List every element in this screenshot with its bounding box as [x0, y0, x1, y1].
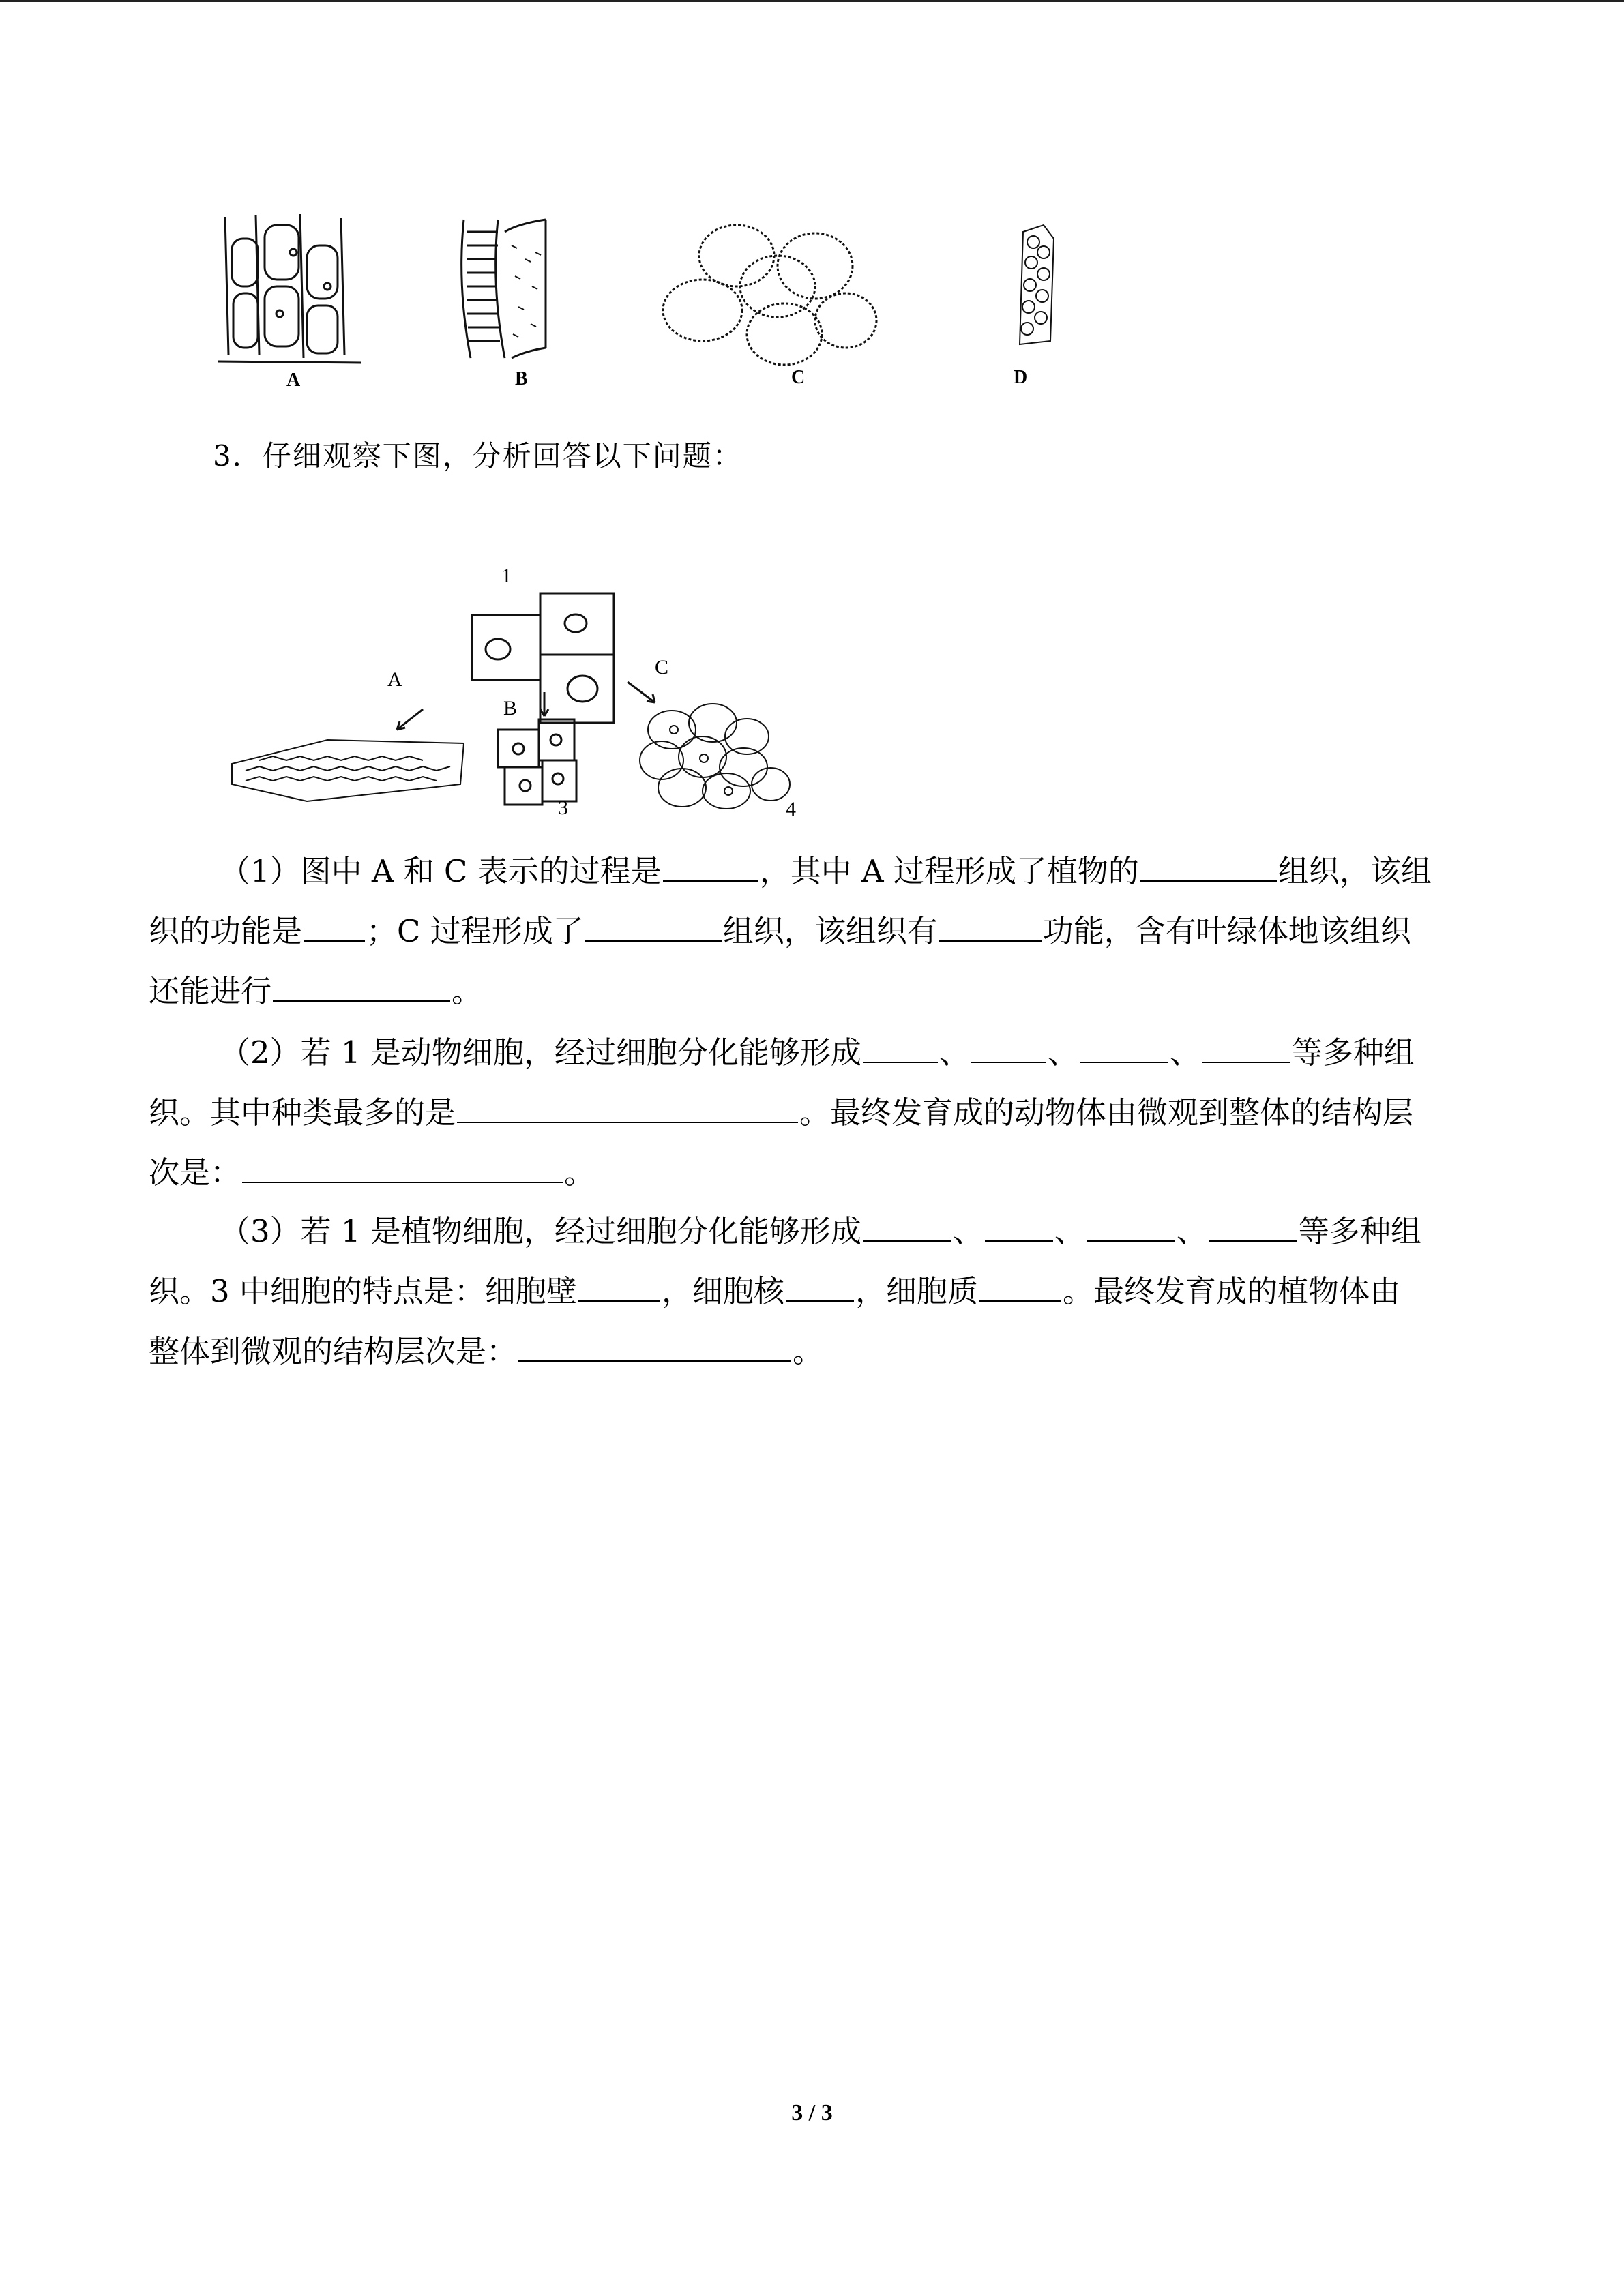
- answer-blank[interactable]: [242, 1156, 563, 1183]
- top-border: [0, 0, 1624, 2]
- answer-blank[interactable]: [939, 914, 1042, 942]
- text: （1）图中 A 和 C 表示的过程是: [220, 853, 662, 889]
- text: 织的功能是: [149, 913, 303, 949]
- label-b: B: [503, 697, 518, 719]
- label-c: C: [655, 656, 669, 679]
- text: 功能，含有叶绿体地该组织: [1042, 913, 1411, 949]
- text: 。: [564, 1154, 595, 1191]
- text: 等多种组: [1291, 1034, 1415, 1071]
- text: 整体到微观的结构层次是：: [149, 1333, 518, 1369]
- separator: 、: [1176, 1213, 1207, 1249]
- text: 。: [793, 1333, 824, 1369]
- tissue-a-drawing: [218, 214, 361, 363]
- figure-label-c: C: [791, 367, 806, 388]
- text: 织。3 中细胞的特点是：细胞壁: [149, 1273, 577, 1309]
- answer-blank[interactable]: [1087, 1214, 1175, 1242]
- protective-tissue-drawing: [232, 740, 464, 801]
- text: 还能进行: [149, 973, 272, 1009]
- parenchyma-cells-drawing: [640, 704, 790, 809]
- answer-blank[interactable]: [971, 1036, 1046, 1063]
- differentiation-drawing: [218, 566, 818, 825]
- text: 组织，该组织有: [722, 913, 938, 949]
- original-cells-drawing: [472, 593, 614, 723]
- answer-blank[interactable]: [518, 1335, 791, 1362]
- label-3: 3: [558, 796, 568, 819]
- figure-label-a: A: [286, 370, 301, 391]
- arrow-a: [397, 709, 423, 730]
- tissue-drawings: [205, 211, 1098, 402]
- question-3-part-2: [149, 1023, 1479, 1203]
- tissue-figure: [205, 211, 1098, 402]
- answer-blank[interactable]: [457, 1096, 798, 1123]
- answer-blank[interactable]: [979, 1274, 1061, 1302]
- text: （2）若 1 是动物细胞，经过细胞分化能够形成: [220, 1034, 861, 1071]
- tissue-b-drawing: [462, 220, 546, 358]
- label-4: 4: [786, 798, 796, 820]
- separator: 、: [1169, 1034, 1200, 1071]
- text: 。: [452, 973, 483, 1009]
- text: 组织，该组: [1278, 853, 1432, 889]
- label-1: 1: [501, 565, 512, 587]
- dividing-cells-drawing: [498, 719, 576, 805]
- answer-blank[interactable]: [1140, 854, 1277, 882]
- separator: 、: [939, 1034, 970, 1071]
- text: （3）若 1 是植物细胞，经过细胞分化能够形成: [220, 1213, 861, 1249]
- answer-blank[interactable]: [304, 914, 365, 942]
- text: 等多种组: [1298, 1213, 1421, 1249]
- tissue-c-drawing: [663, 225, 876, 365]
- answer-blank[interactable]: [585, 914, 722, 942]
- arrow-c: [628, 682, 655, 702]
- answer-blank[interactable]: [1080, 1036, 1168, 1063]
- separator: 、: [1047, 1034, 1078, 1071]
- label-a: A: [387, 668, 402, 691]
- text: 织。其中种类最多的是: [149, 1094, 456, 1131]
- text: ，细胞核: [661, 1273, 784, 1309]
- answer-blank[interactable]: [663, 854, 758, 882]
- answer-blank[interactable]: [273, 974, 450, 1002]
- answer-blank[interactable]: [1202, 1036, 1290, 1063]
- separator: 、: [952, 1213, 984, 1249]
- answer-blank[interactable]: [1209, 1214, 1297, 1242]
- answer-blank[interactable]: [578, 1274, 660, 1302]
- question-3-title: 3．仔细观察下图，分析回答以下问题：: [213, 439, 743, 473]
- text: 次是：: [149, 1154, 241, 1191]
- tissue-d-drawing: [1020, 225, 1054, 344]
- answer-blank[interactable]: [863, 1214, 951, 1242]
- answer-blank[interactable]: [786, 1274, 854, 1302]
- separator: 、: [1054, 1213, 1085, 1249]
- page-number: 3 / 3: [791, 2100, 833, 2126]
- figure-label-d: D: [1014, 367, 1028, 388]
- answer-blank[interactable]: [863, 1036, 938, 1063]
- differentiation-figure: [218, 566, 818, 825]
- question-3-part-1: [149, 841, 1479, 1022]
- text: ，细胞质: [855, 1273, 978, 1309]
- text: ；C 过程形成了: [366, 913, 584, 949]
- text: 。最终发育成的动物体由微观到整体的结构层: [799, 1094, 1414, 1131]
- figure-label-b: B: [515, 368, 528, 389]
- answer-blank[interactable]: [985, 1214, 1053, 1242]
- text: 。最终发育成的植物体由: [1062, 1273, 1400, 1309]
- question-3-part-3: [149, 1202, 1479, 1382]
- text: ，其中 A 过程形成了植物的: [759, 853, 1139, 889]
